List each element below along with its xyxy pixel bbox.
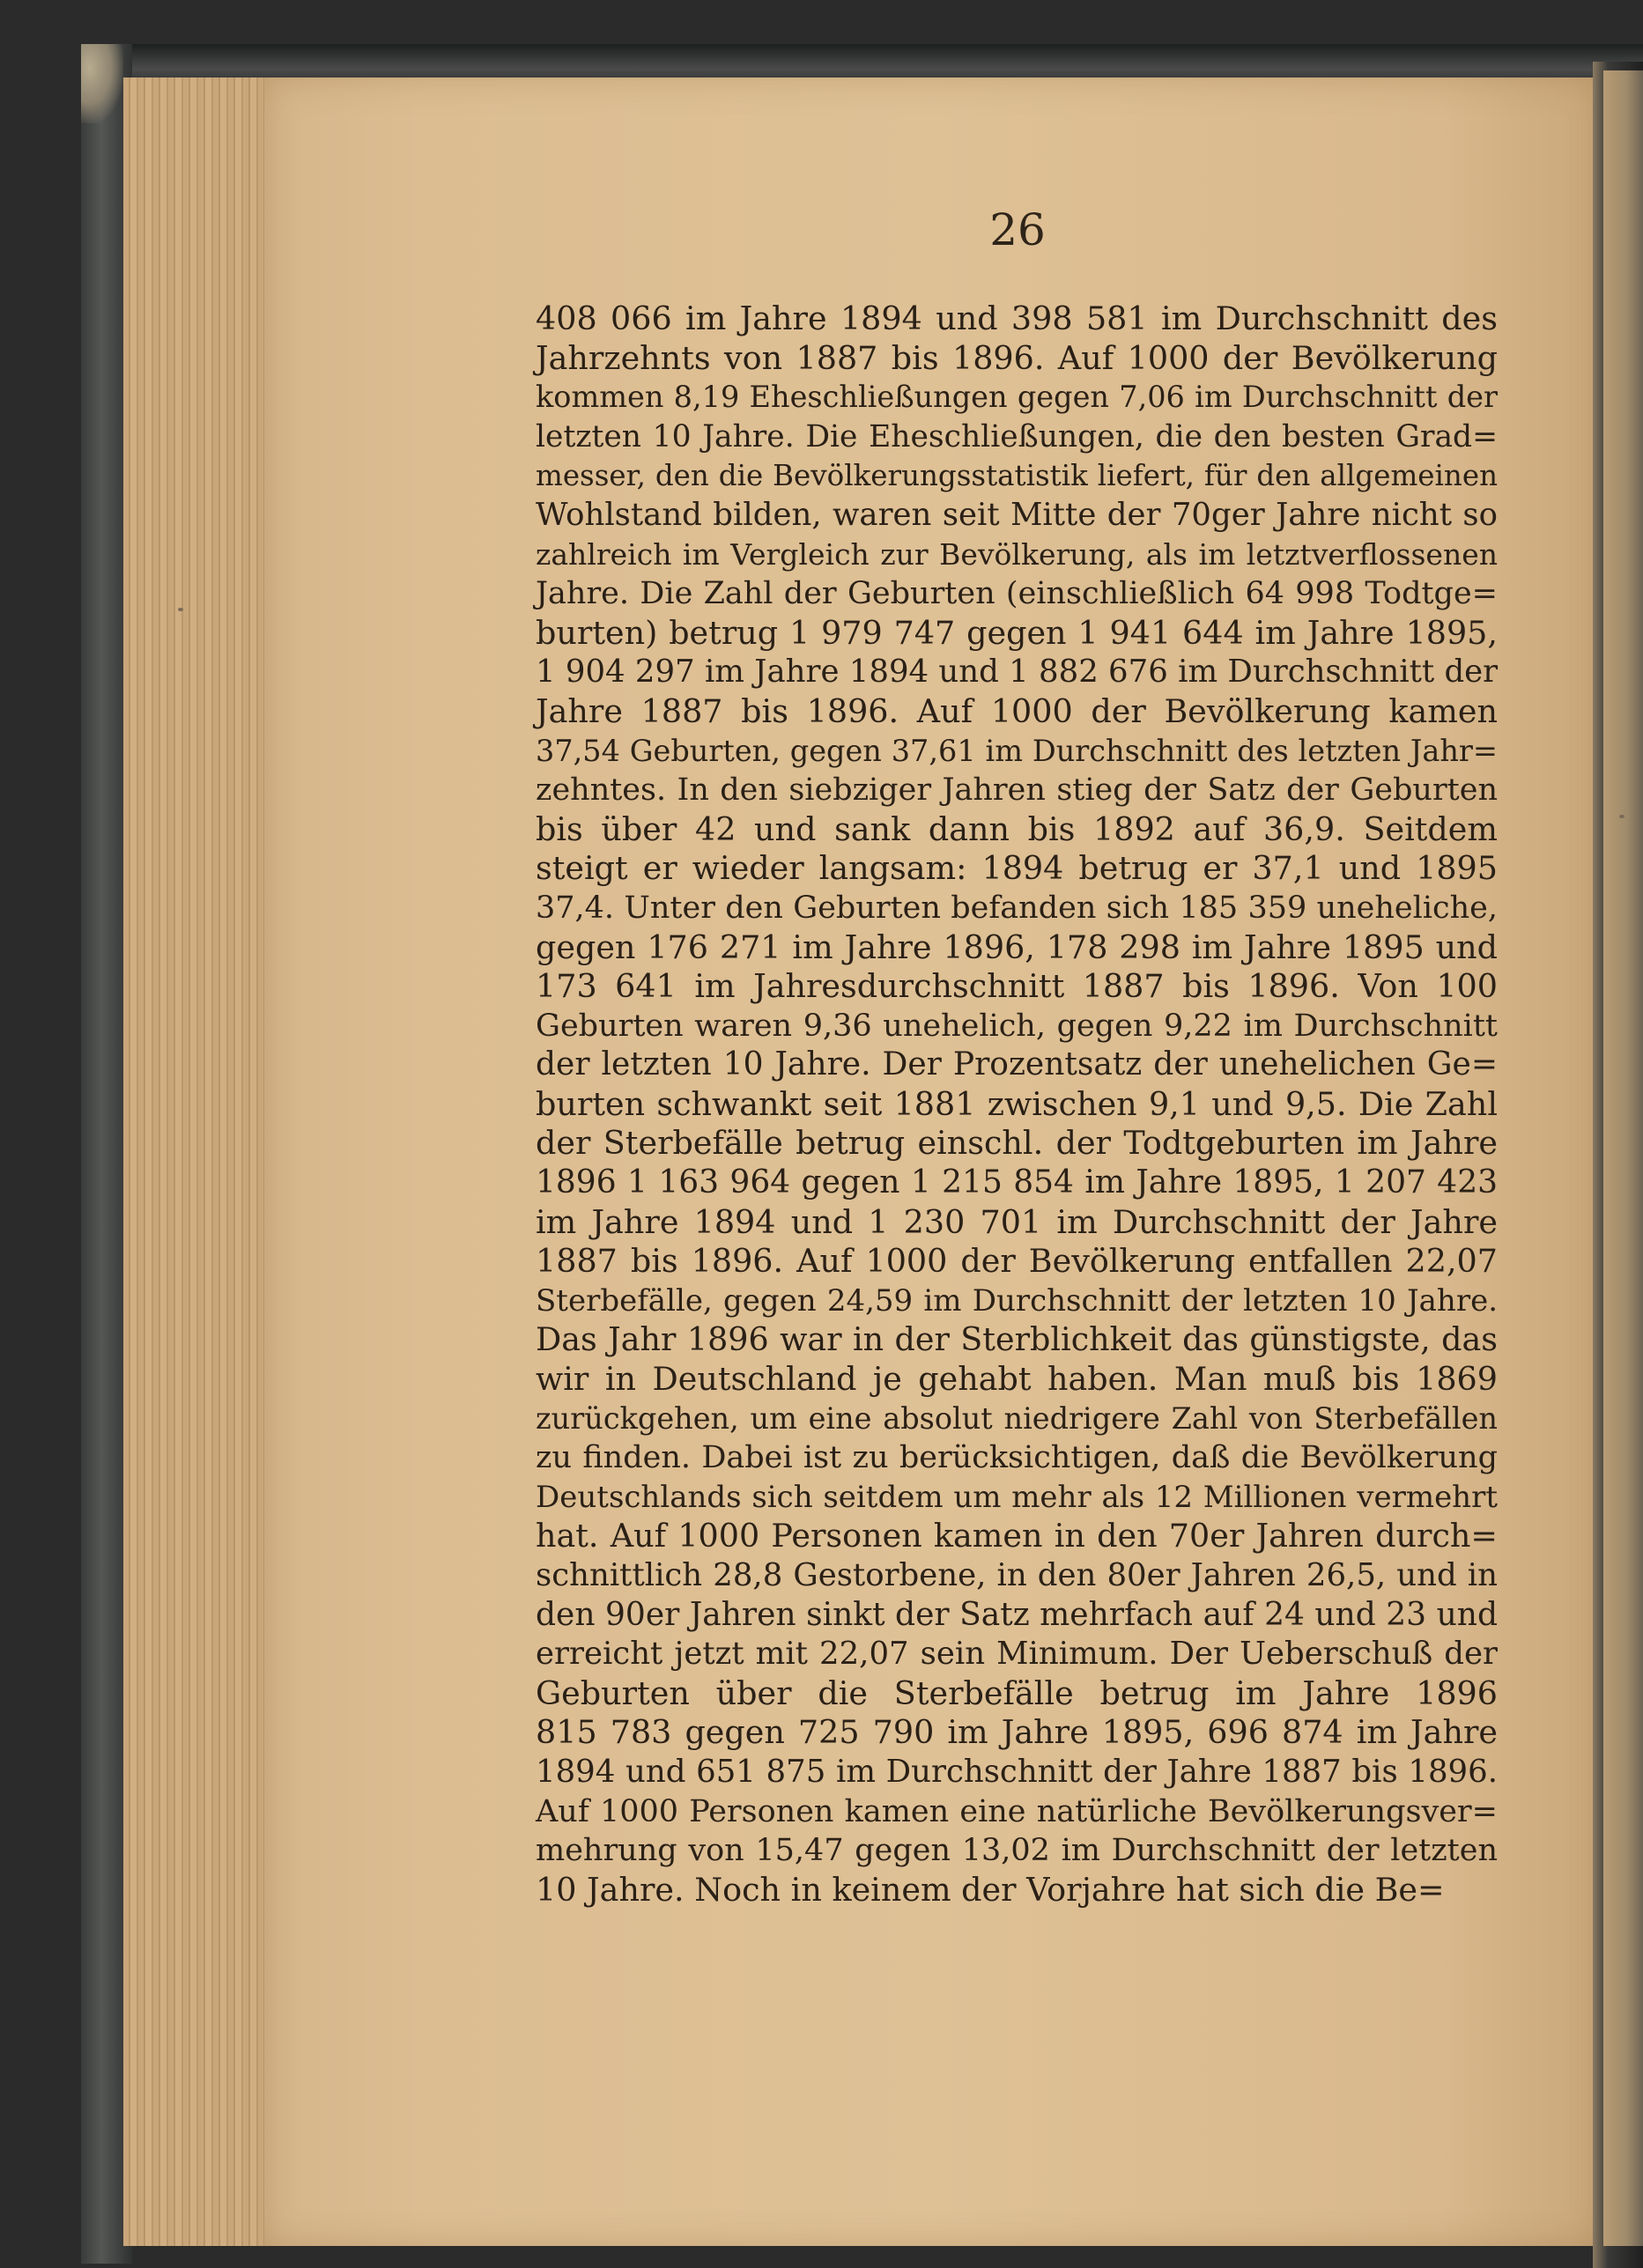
cover-corner-wear: [81, 44, 123, 123]
text-line: kommen 8,19 Eheschließungen gegen 7,06 im Durchschnitt der: [536, 380, 1498, 415]
text-line: Geburten waren 9,36 unehelich, gegen 9,22 im Durchschnitt: [536, 1008, 1498, 1044]
text-line: Jahre 1887 bis 1896. Auf 1000 der Bevölkerung kamen: [536, 691, 1498, 730]
text-line: 10 Jahre. Noch in keinem der Vorjahre hat sich die Be=: [536, 1870, 1445, 1909]
text-line: wir in Deutschland je gehabt haben. Man muß bis 1869: [536, 1360, 1498, 1399]
text-line: den 90er Jahren sinkt der Satz mehrfach auf 24 und 23 und: [536, 1596, 1498, 1633]
text-line: zu finden. Dabei ist zu berücksichtigen, daß die Bevölkerung: [536, 1440, 1498, 1476]
paper-speck: [1619, 815, 1624, 818]
paper-speck: [178, 608, 183, 611]
text-line: der letzten 10 Jahre. Der Prozentsatz der unehelichen Ge=: [536, 1046, 1498, 1083]
text-line: 37,54 Geburten, gegen 37,61 im Durchschnitt des letzten Jahr=: [536, 733, 1498, 768]
facing-page-edge: [1603, 70, 1643, 2246]
text-line: Jahrzehnts von 1887 bis 1896. Auf 1000 der Bevölkerung: [536, 338, 1498, 377]
text-line: burten schwankt seit 1881 zwischen 9,1 und 9,5. Die Zahl: [536, 1084, 1498, 1123]
text-line: 1887 bis 1896. Auf 1000 der Bevölkerung entfallen 22,07: [536, 1242, 1498, 1281]
text-line: steigt er wieder langsam: 1894 betrug er 37,1 und 1895: [536, 849, 1498, 888]
text-line: 815 783 gegen 725 790 im Jahre 1895, 696 874 im Jahre: [536, 1713, 1498, 1752]
text-line: messer, den die Bevölkerungsstatistik liefert, für den allgemeinen: [536, 459, 1498, 493]
text-line: erreicht jetzt mit 22,07 sein Minimum. Der Ueberschuß der: [536, 1636, 1498, 1673]
text-line: 408 066 im Jahre 1894 und 398 581 im Durchschnitt des: [536, 299, 1498, 337]
text-line: Auf 1000 Personen kamen eine natürliche Bevölkerungsver=: [536, 1793, 1498, 1829]
text-line: 1896 1 163 964 gegen 1 215 854 im Jahre 1895, 1 207 423: [536, 1164, 1498, 1201]
text-line: zurückgehen, um eine absolut niedrigere Zahl von Sterbefällen: [536, 1400, 1498, 1436]
text-line: schnittlich 28,8 Gestorbene, in den 80er Jahren 26,5, und in: [536, 1557, 1498, 1593]
text-line: 37,4. Unter den Geburten befanden sich 185 359 uneheliche,: [536, 890, 1498, 926]
text-line: Deutschlands sich seitdem um mehr als 12 Millionen vermehrt: [536, 1479, 1498, 1515]
text-line: Sterbefälle, gegen 24,59 im Durchschnitt der letzten 10 Jahre.: [536, 1282, 1498, 1319]
text-line: burten) betrug 1 979 747 gegen 1 941 644 im Jahre 1895,: [536, 613, 1498, 652]
text-line: mehrung von 15,47 gegen 13,02 im Durchschnitt der letzten: [536, 1833, 1498, 1869]
text-line: gegen 176 271 im Jahre 1896, 178 298 im Jahre 1895 und: [536, 927, 1498, 966]
text-line: zahlreich im Vergleich zur Bevölkerung, als im letztverflossenen: [536, 536, 1498, 572]
text-line: der Sterbefälle betrug einschl. der Todtgeburten im Jahre: [536, 1124, 1498, 1163]
text-line: letzten 10 Jahre. Die Eheschließungen, die den besten Grad=: [536, 418, 1498, 454]
text-line: hat. Auf 1000 Personen kamen in den 70er Jahren durch=: [536, 1517, 1498, 1555]
body-text: [536, 299, 1498, 1910]
text-line: 1 904 297 im Jahre 1894 und 1 882 676 im Durchschnitt der: [536, 654, 1499, 691]
page-number: 26: [989, 204, 1046, 255]
text-line: Wohlstand bilden, waren seit Mitte der 70ger Jahre nicht so: [536, 496, 1498, 533]
page-edge-stack: [123, 78, 269, 2246]
text-line: Jahre. Die Zahl der Geburten (einschließlich 64 998 Todtge=: [536, 576, 1498, 612]
text-line: Geburten über die Sterbefälle betrug im Jahre 1896: [536, 1673, 1498, 1712]
text-line: zehntes. In den siebziger Jahren stieg der Satz der Geburten: [536, 772, 1498, 809]
text-line: Das Jahr 1896 war in der Sterblichkeit das günstigste, das: [536, 1320, 1498, 1359]
text-line: im Jahre 1894 und 1 230 701 im Durchschnitt der Jahre: [536, 1202, 1498, 1241]
text-line: bis über 42 und sank dann bis 1892 auf 36,9. Seitdem: [536, 809, 1498, 848]
text-line: 1894 und 651 875 im Durchschnitt der Jahre 1887 bis 1896.: [536, 1753, 1498, 1790]
text-line: 173 641 im Jahresdurchschnitt 1887 bis 1896. Von 100: [536, 967, 1498, 1006]
